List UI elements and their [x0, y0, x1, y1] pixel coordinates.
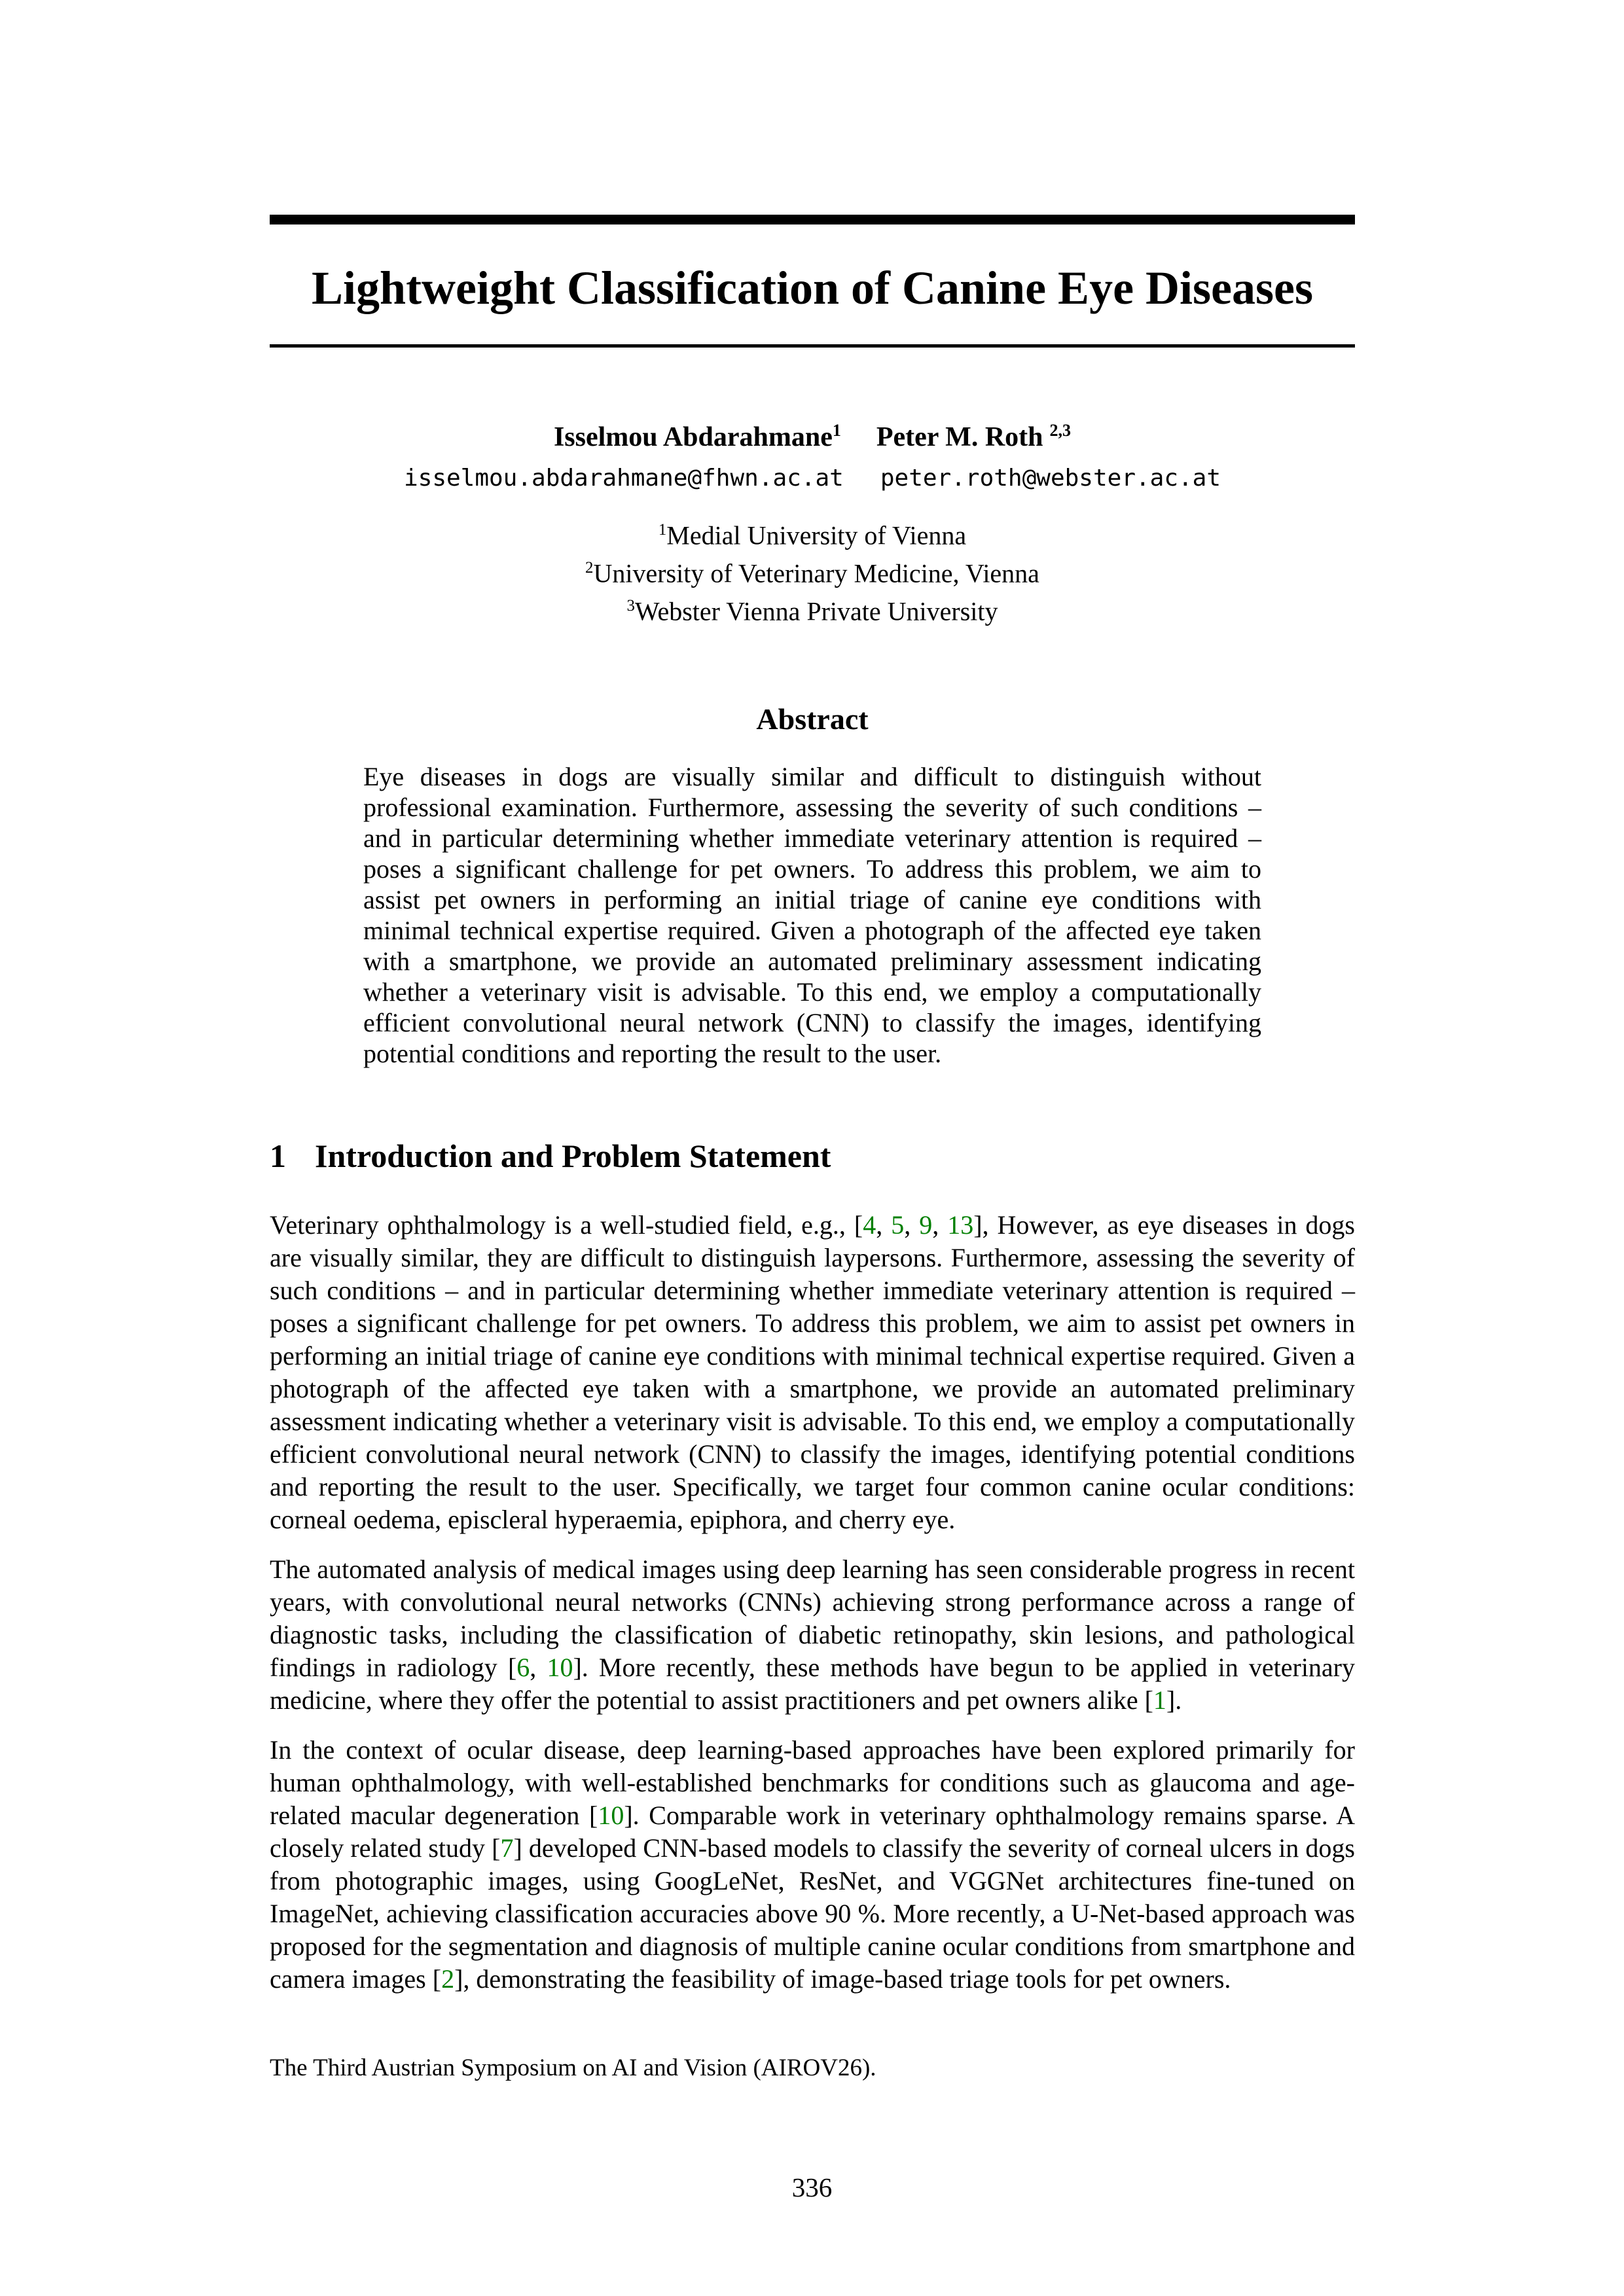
author-1-email: isselmou.abdarahmane@fhwn.ac.at — [403, 464, 844, 492]
citation-link[interactable]: 4 — [863, 1210, 876, 1240]
section-heading — [270, 1137, 1355, 1175]
paper-title: Lightweight Classification of Canine Eye Diseases — [312, 262, 1313, 314]
affiliation-3-text: Webster Vienna Private University — [634, 596, 998, 626]
abstract-heading: Abstract — [756, 702, 869, 736]
paper-content-column — [270, 0, 1355, 2083]
intro-paragraph-3: In the context of ocular disease, deep learning-based approaches have been explored primarily for human ophthalmology, with well-established benchmarks for conditions such as glaucoma and age-related macular degeneration [10]. Comparable work in veterinary ophthalmology remains sparse. A closely related study [7] developed CNN-based models to classify the severity of corneal ulcers in dogs from photographic images, using GoogLeNet, ResNet, and VGGNet architectures fine-tuned on ImageNet, achieving classification accuracies above 90 %. More recently, a U-Net-based approach was proposed for the segmentation and diagnosis of multiple canine ocular conditions from smartphone and camera images [2], demonstrating the feasibility of image-based triage tools for pet owners. — [270, 1734, 1356, 1994]
author-2-email: peter.roth@webster.ac.at — [880, 464, 1221, 492]
venue-footnote: The Third Austrian Symposium on AI and Vision (AIROV26). — [270, 2054, 876, 2081]
affiliation-1-superscript: 1 — [658, 520, 667, 539]
citation-link[interactable]: 10 — [547, 1652, 573, 1682]
abstract-text: Eye diseases in dogs are visually similar and difficult to distinguish without professional examination. Furthermore, assessing the severity of such conditions – and in particular determining whether immediate veterinary attention is required – poses a significant challenge for pet owners. To address this problem, we aim to assist pet owners in performing an initial triage of canine eye conditions with minimal technical expertise required. Given a photograph of the affected eye taken with a smartphone, we provide an automated preliminary assessment indicating whether a veterinary visit is advisable. To this end, we employ a computationally efficient convolutional neural network (CNN) to classify the images, identifying potential conditions and reporting the result to the user. — [363, 761, 1261, 1068]
affiliation-2-text: University of Veterinary Medicine, Vienna — [593, 558, 1039, 588]
citation-link[interactable]: 2 — [441, 1964, 455, 1994]
author-2 — [876, 421, 1071, 453]
citation-link[interactable]: 5 — [891, 1210, 905, 1240]
affiliation-3 — [270, 590, 1355, 628]
title-rule-top — [270, 215, 1355, 224]
author-2-name: Peter M. Roth — [876, 422, 1043, 452]
affiliation-2-superscript: 2 — [585, 559, 594, 577]
affiliation-1 — [270, 514, 1355, 552]
affiliations-block — [270, 514, 1355, 628]
citation-link[interactable]: 10 — [598, 1800, 624, 1830]
intro-paragraph-2: The automated analysis of medical images using deep learning has seen considerable progress in recent years, with convolutional neural networks (CNNs) achieving strong performance across a range of diagnostic tasks, including the classification of diabetic retinopathy, skin lesions, and pathological findings in radiology [6, 10]. More recently, these methods have begun to be applied in veterinary medicine, where they offer the potential to assist practitioners and pet owners alike [1]. — [270, 1554, 1356, 1715]
author-1 — [554, 421, 841, 453]
citation-link[interactable]: 13 — [947, 1210, 974, 1240]
section-number: 1 — [270, 1137, 286, 1174]
author-1-superscript: 1 — [832, 420, 841, 440]
author-2-superscript: 2,3 — [1049, 420, 1072, 440]
authors-row — [270, 421, 1355, 453]
citation-link[interactable]: 7 — [500, 1833, 514, 1863]
citation-link[interactable]: 9 — [919, 1210, 933, 1240]
citation-link[interactable]: 6 — [516, 1652, 530, 1682]
section-title: Introduction and Problem Statement — [315, 1137, 831, 1174]
intro-paragraph-1: Veterinary ophthalmology is a well-studied field, e.g., [4, 5, 9, 13], However, as eye diseases in dogs are visually similar, they are difficult to distinguish laypersons. Furthermore, assessing the severity of such conditions – and in particular determining whether immediate veterinary attention is required – poses a significant challenge for pet owners. To address this problem, we aim to assist pet owners in performing an initial triage of canine eye conditions with minimal technical expertise required. Given a photograph of the affected eye taken with a smartphone, we provide an automated preliminary assessment indicating whether a veterinary visit is advisable. To this end, we employ a computationally efficient convolutional neural network (CNN) to classify the images, identifying potential conditions and reporting the result to the user. Specifically, we target four common canine ocular conditions: corneal oedema, episcleral hyperaemia, epiphora, and cherry eye. — [270, 1210, 1355, 1534]
page-number: 336 — [791, 2172, 833, 2202]
citation-link[interactable]: 1 — [1153, 1685, 1166, 1715]
affiliation-3-superscript: 3 — [626, 597, 635, 615]
author-1-name: Isselmou Abdarahmane — [553, 422, 833, 452]
title-rule-bottom — [270, 344, 1355, 348]
affiliation-1-text: Medial University of Vienna — [666, 520, 967, 550]
affiliation-2 — [270, 552, 1355, 590]
emails-row — [270, 465, 1355, 492]
